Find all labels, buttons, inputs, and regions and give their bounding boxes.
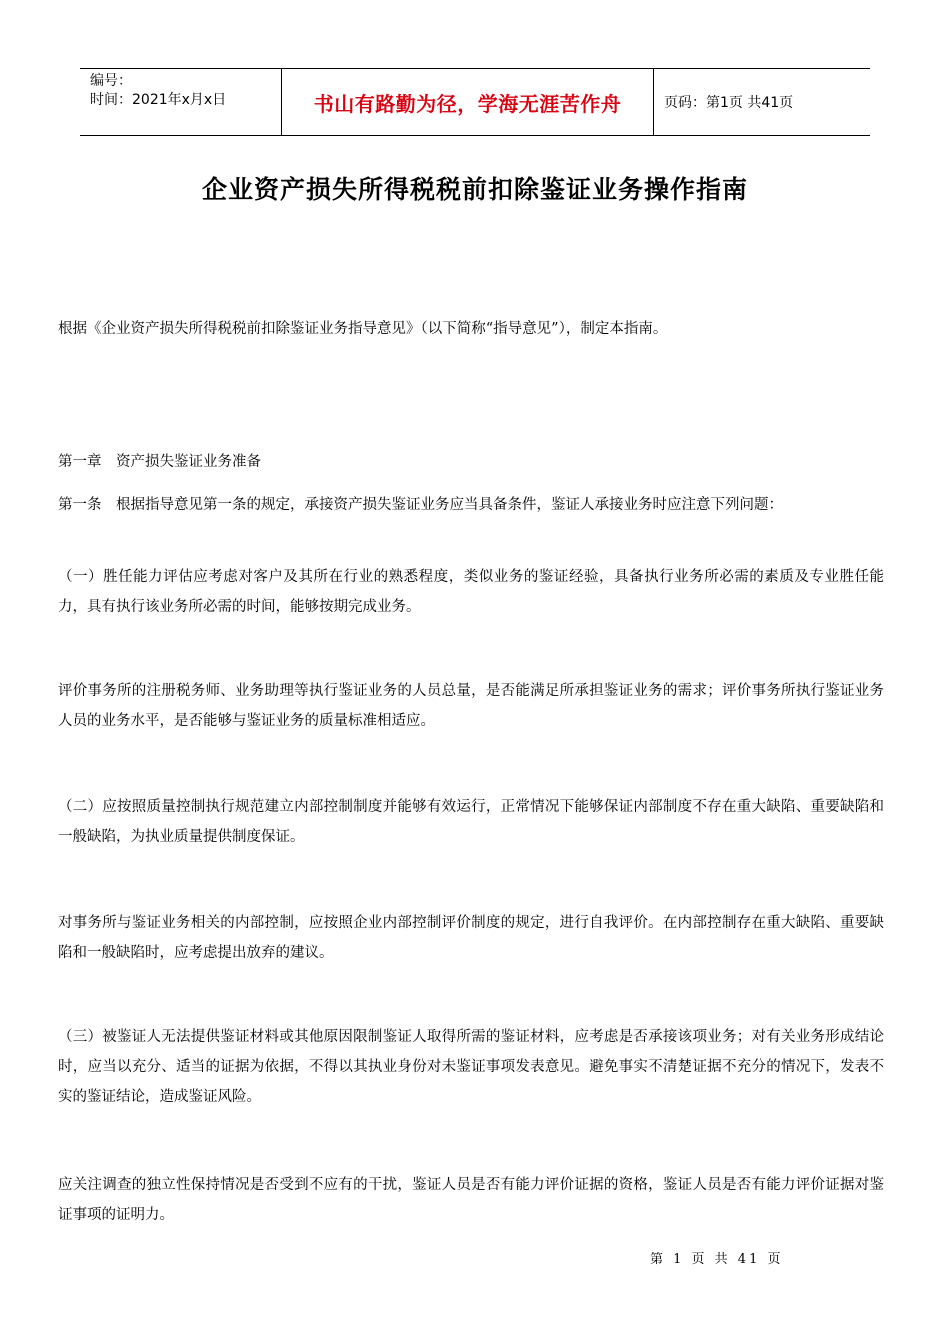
item-three-paragraph: （三）被鉴证人无法提供鉴证材料或其他原因限制鉴证人取得所需的鉴证材料，应考虑是否承接该项业务；对有关业务形成结论时，应当以充分、适当的证据为依据，不得以其执业身份对未鉴证事项发表意见。避免事实不清楚证据不充分的情况下，发表不实的鉴证结论，造成鉴证风险。	[58, 1029, 884, 1105]
intro-paragraph: 根据《企业资产损失所得税税前扣除鉴证业务指导意见》（以下简称“指导意见”），制定本指南。	[58, 321, 668, 337]
document-number-label: 编号：	[90, 73, 132, 89]
page-footer: 第 1 页 共 41 页	[650, 1252, 784, 1267]
page-header	[80, 68, 870, 136]
chapter-heading: 第一章 资产损失鉴证业务准备	[58, 454, 261, 470]
document-time-label: 时间：2021年x月x日	[90, 92, 227, 108]
header-page-code-cell	[654, 69, 870, 135]
header-motto-cell	[282, 69, 654, 135]
header-motto: 书山有路勤为径，学海无涯苦作舟	[313, 91, 622, 116]
document-title: 企业资产损失所得税税前扣除鉴证业务操作指南	[201, 175, 748, 204]
independence-paragraph: 应关注调查的独立性保持情况是否受到不应有的干扰，鉴证人员是否有能力评价证据的资格，鉴证人员是否有能力评价证据对鉴证事项的证明力。	[58, 1177, 884, 1223]
evaluation-paragraph: 评价事务所的注册税务师、业务助理等执行鉴证业务的人员总量，是否能满足所承担鉴证业务的需求；评价事务所执行鉴证业务人员的业务水平，是否能够与鉴证业务的质量标准相适应。	[58, 683, 884, 729]
item-one-paragraph: （一）胜任能力评估应考虑对客户及其所在行业的熟悉程度，类似业务的鉴证经验，具备执行业务所必需的素质及专业胜任能力，具有执行该业务所必需的时间，能够按期完成业务。	[58, 569, 884, 615]
header-left-cell	[80, 69, 282, 135]
article-one-paragraph: 第一条 根据指导意见第一条的规定，承接资产损失鉴证业务应当具备条件，鉴证人承接业务时应注意下列问题：	[58, 497, 783, 513]
header-page-code: 页码：第1页 共41页	[664, 95, 794, 111]
internal-control-paragraph: 对事务所与鉴证业务相关的内部控制，应按照企业内部控制评价制度的规定，进行自我评价。在内部控制存在重大缺陷、重要缺陷和一般缺陷时，应考虑提出放弃的建议。	[58, 915, 884, 961]
item-two-paragraph: （二）应按照质量控制执行规范建立内部控制制度并能够有效运行，正常情况下能够保证内部制度不存在重大缺陷、重要缺陷和一般缺陷，为执业质量提供制度保证。	[58, 799, 884, 845]
